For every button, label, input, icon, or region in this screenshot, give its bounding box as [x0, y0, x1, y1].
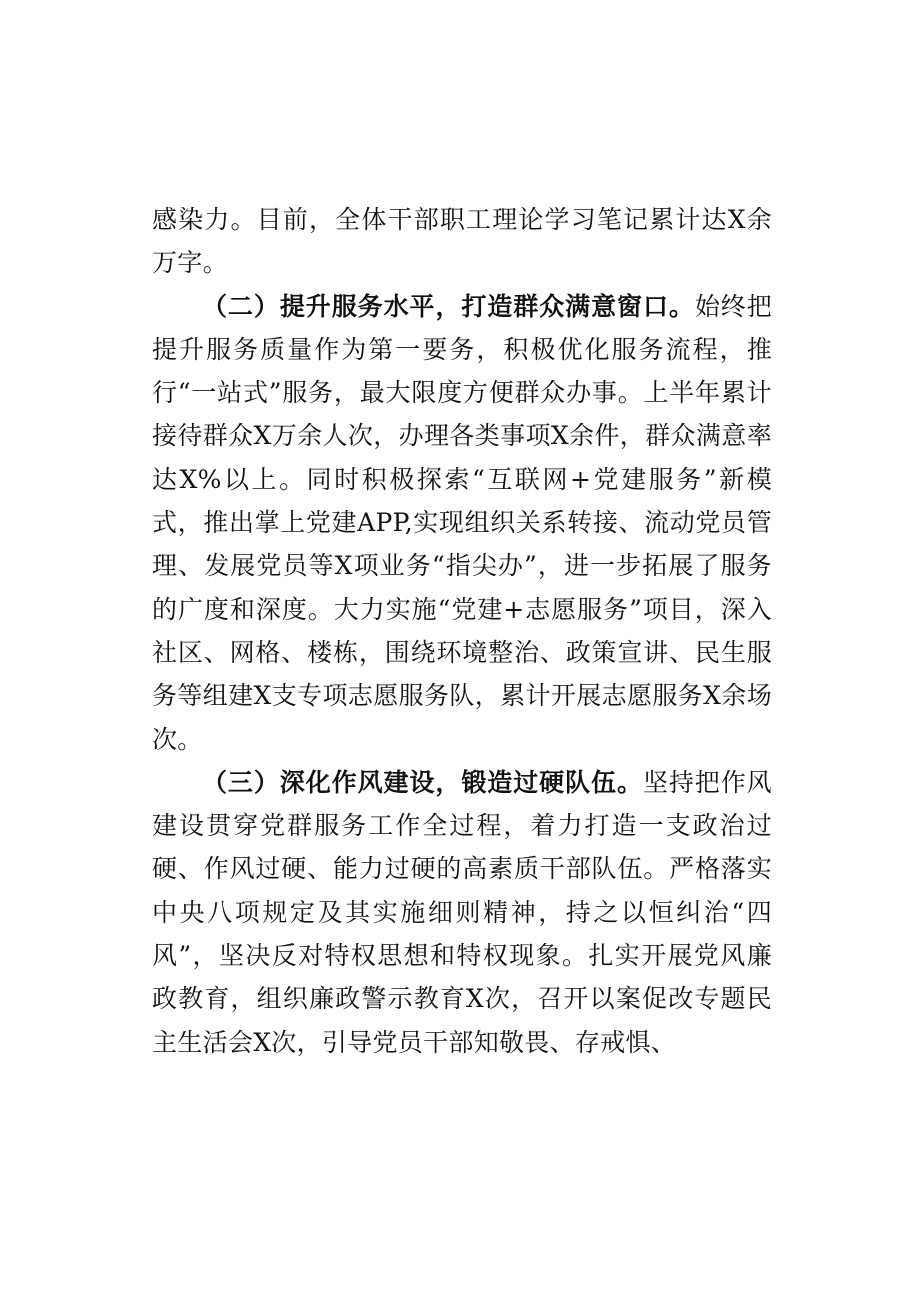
- document-body: [152, 198, 772, 1064]
- paragraph-section-2: [152, 285, 772, 761]
- paragraph-text: 始终把提升服务质量作为第一要务，积极优化服务流程，推行“一站式”服务，最大限度方便群众办事。上半年累计接待群众X万余人次，办理各类事项X余件，群众满意率达X%以上。同时积极探索“互联网+党建服务”新模式，推出掌上党建APP,实现组织关系转接、流动党员管理、发展党员等X项业务“指尖办”，进一步拓展了服务的广度和深度。大力实施“党建+志愿服务”项目，深入社区、网格、楼栋，围绕环境整治、政策宣讲、民生服务等组建X支专项志愿服务队，累计开展志愿服务X余场次。: [152, 291, 773, 754]
- paragraph-section-3: [152, 761, 772, 1064]
- paragraph-continued: [152, 198, 772, 285]
- paragraph-text: 感染力。目前，全体干部职工理论学习笔记累计达X余万字。: [152, 205, 772, 278]
- paragraph-text: 坚持把作风建设贯穿党群服务工作全过程，着力打造一支政治过硬、作风过硬、能力过硬的高素质干部队伍。严格落实中央八项规定及其实施细则精神，持之以恒纠治“四风”，坚决反对特权思想和特权现象。扎实开展党风廉政教育，组织廉政警示教育X次，召开以案促改专题民主生活会X次，引导党员干部知敬畏、存戒惧、: [152, 767, 772, 1057]
- section-heading: （二）提升服务水平，打造群众满意窗口。: [202, 291, 695, 321]
- section-heading: （三）深化作风建设，锻造过硬队伍。: [202, 767, 643, 797]
